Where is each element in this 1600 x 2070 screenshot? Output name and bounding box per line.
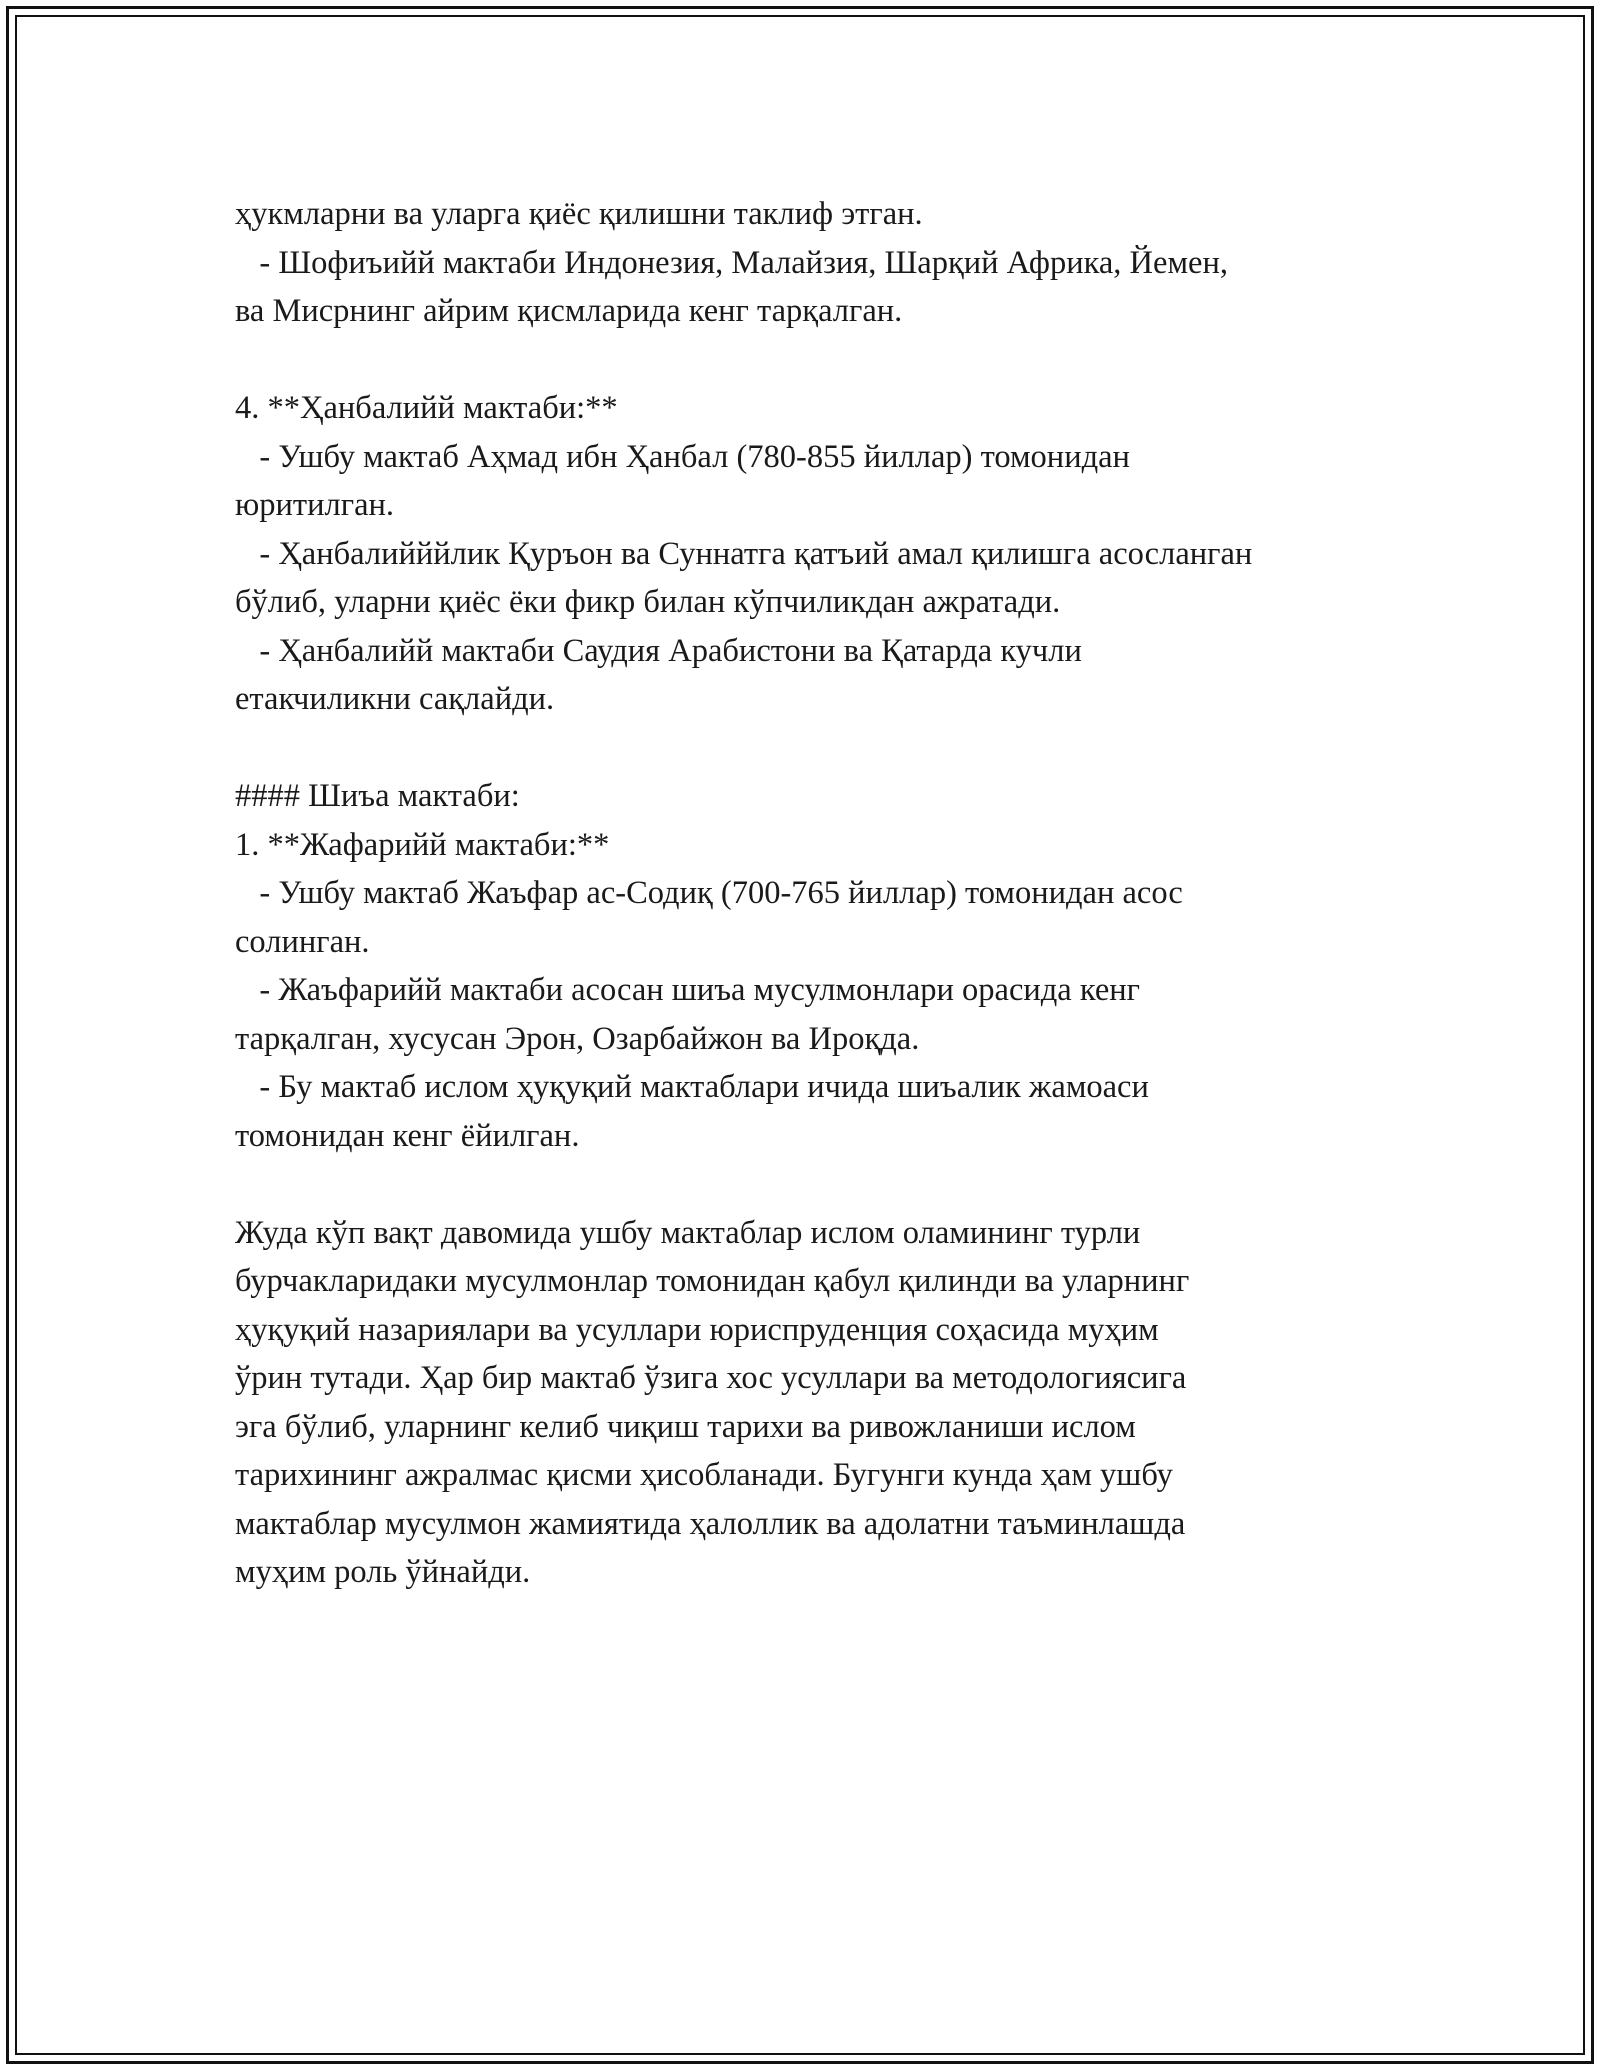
paragraph-shia bbox=[235, 772, 1375, 1160]
text-line: - Ушбу мактаб Аҳмад ибн Ҳанбал (780-855 йиллар) томонидан bbox=[235, 438, 1130, 475]
text-line: томонидан кенг ёйилган. bbox=[235, 1117, 580, 1154]
text-line: - Ҳанбалийй мактаби Саудия Арабистони ва Қатарда кучли bbox=[235, 632, 1082, 669]
text-line: етакчиликни сақлайди. bbox=[235, 681, 555, 717]
text-line: - Ҳанбалийййлик Қуръон ва Суннатга қатъий амал қилишга асосланган bbox=[235, 535, 1253, 572]
text-line: - Шофиъийй мактаби Индонезия, Малайзия, Шарқий Африка, Йемен, bbox=[235, 244, 1228, 281]
text-line: мактаблар мусулмон жамиятида ҳалоллик ва адолатни таъминлашда bbox=[235, 1505, 1186, 1542]
text-line: ҳукмларни ва уларга қиёс қилишни таклиф этган. bbox=[235, 196, 923, 232]
paragraph-spacer bbox=[235, 1160, 1375, 1209]
text-line: ҳуқуқий назариялари ва усуллари юриспруденция соҳасида муҳим bbox=[235, 1311, 1159, 1348]
text-line: - Ушбу мактаб Жаъфар ас-Содиқ (700-765 йиллар) томонидан асос bbox=[235, 875, 1183, 911]
text-line: солинган. bbox=[235, 923, 370, 960]
document-body bbox=[235, 190, 1375, 1597]
paragraph-hanbali bbox=[235, 384, 1375, 724]
text-line: - Жаъфарийй мактаби асосан шиъа мусулмонлари орасида кенг bbox=[235, 972, 1140, 1008]
section-heading-shia: #### Шиъа мактаби: bbox=[235, 778, 520, 814]
section-heading-jafari: 1. **Жафарийй мактаби:** bbox=[235, 826, 610, 863]
section-heading-hanbali: 4. **Ҳанбалийй мактаби:** bbox=[235, 390, 618, 426]
text-line: муҳим роль ўйнайди. bbox=[235, 1554, 531, 1590]
text-line: юритилган. bbox=[235, 487, 395, 523]
text-line: ва Мисрнинг айрим қисмларида кенг тарқалган. bbox=[235, 293, 903, 329]
paragraph-shofii-end bbox=[235, 190, 1375, 336]
text-line: Жуда кўп вақт давомида ушбу мактаблар ислом оламининг турли bbox=[235, 1214, 1141, 1251]
text-line: - Бу мактаб ислом ҳуқуқий мактаблари ичида шиъалик жамоаси bbox=[235, 1069, 1149, 1105]
paragraph-conclusion bbox=[235, 1209, 1375, 1597]
text-line: бурчакларидаки мусулмонлар томонидан қабул қилинди ва уларнинг bbox=[235, 1263, 1190, 1299]
text-line: тарқалган, хусусан Эрон, Озарбайжон ва Ироқда. bbox=[235, 1020, 920, 1057]
text-line: ўрин тутади. Ҳар бир мактаб ўзига хос усуллари ва методологиясига bbox=[235, 1360, 1187, 1396]
text-line: эга бўлиб, уларнинг келиб чиқиш тарихи ва ривожланиши ислом bbox=[235, 1408, 1136, 1445]
text-line: бўлиб, уларни қиёс ёки фикр билан кўпчиликдан ажратади. bbox=[235, 584, 1061, 620]
text-line: тарихининг ажралмас қисми ҳисобланади. Бугунги кунда ҳам ушбу bbox=[235, 1457, 1173, 1493]
paragraph-spacer bbox=[235, 336, 1375, 385]
paragraph-spacer bbox=[235, 724, 1375, 773]
